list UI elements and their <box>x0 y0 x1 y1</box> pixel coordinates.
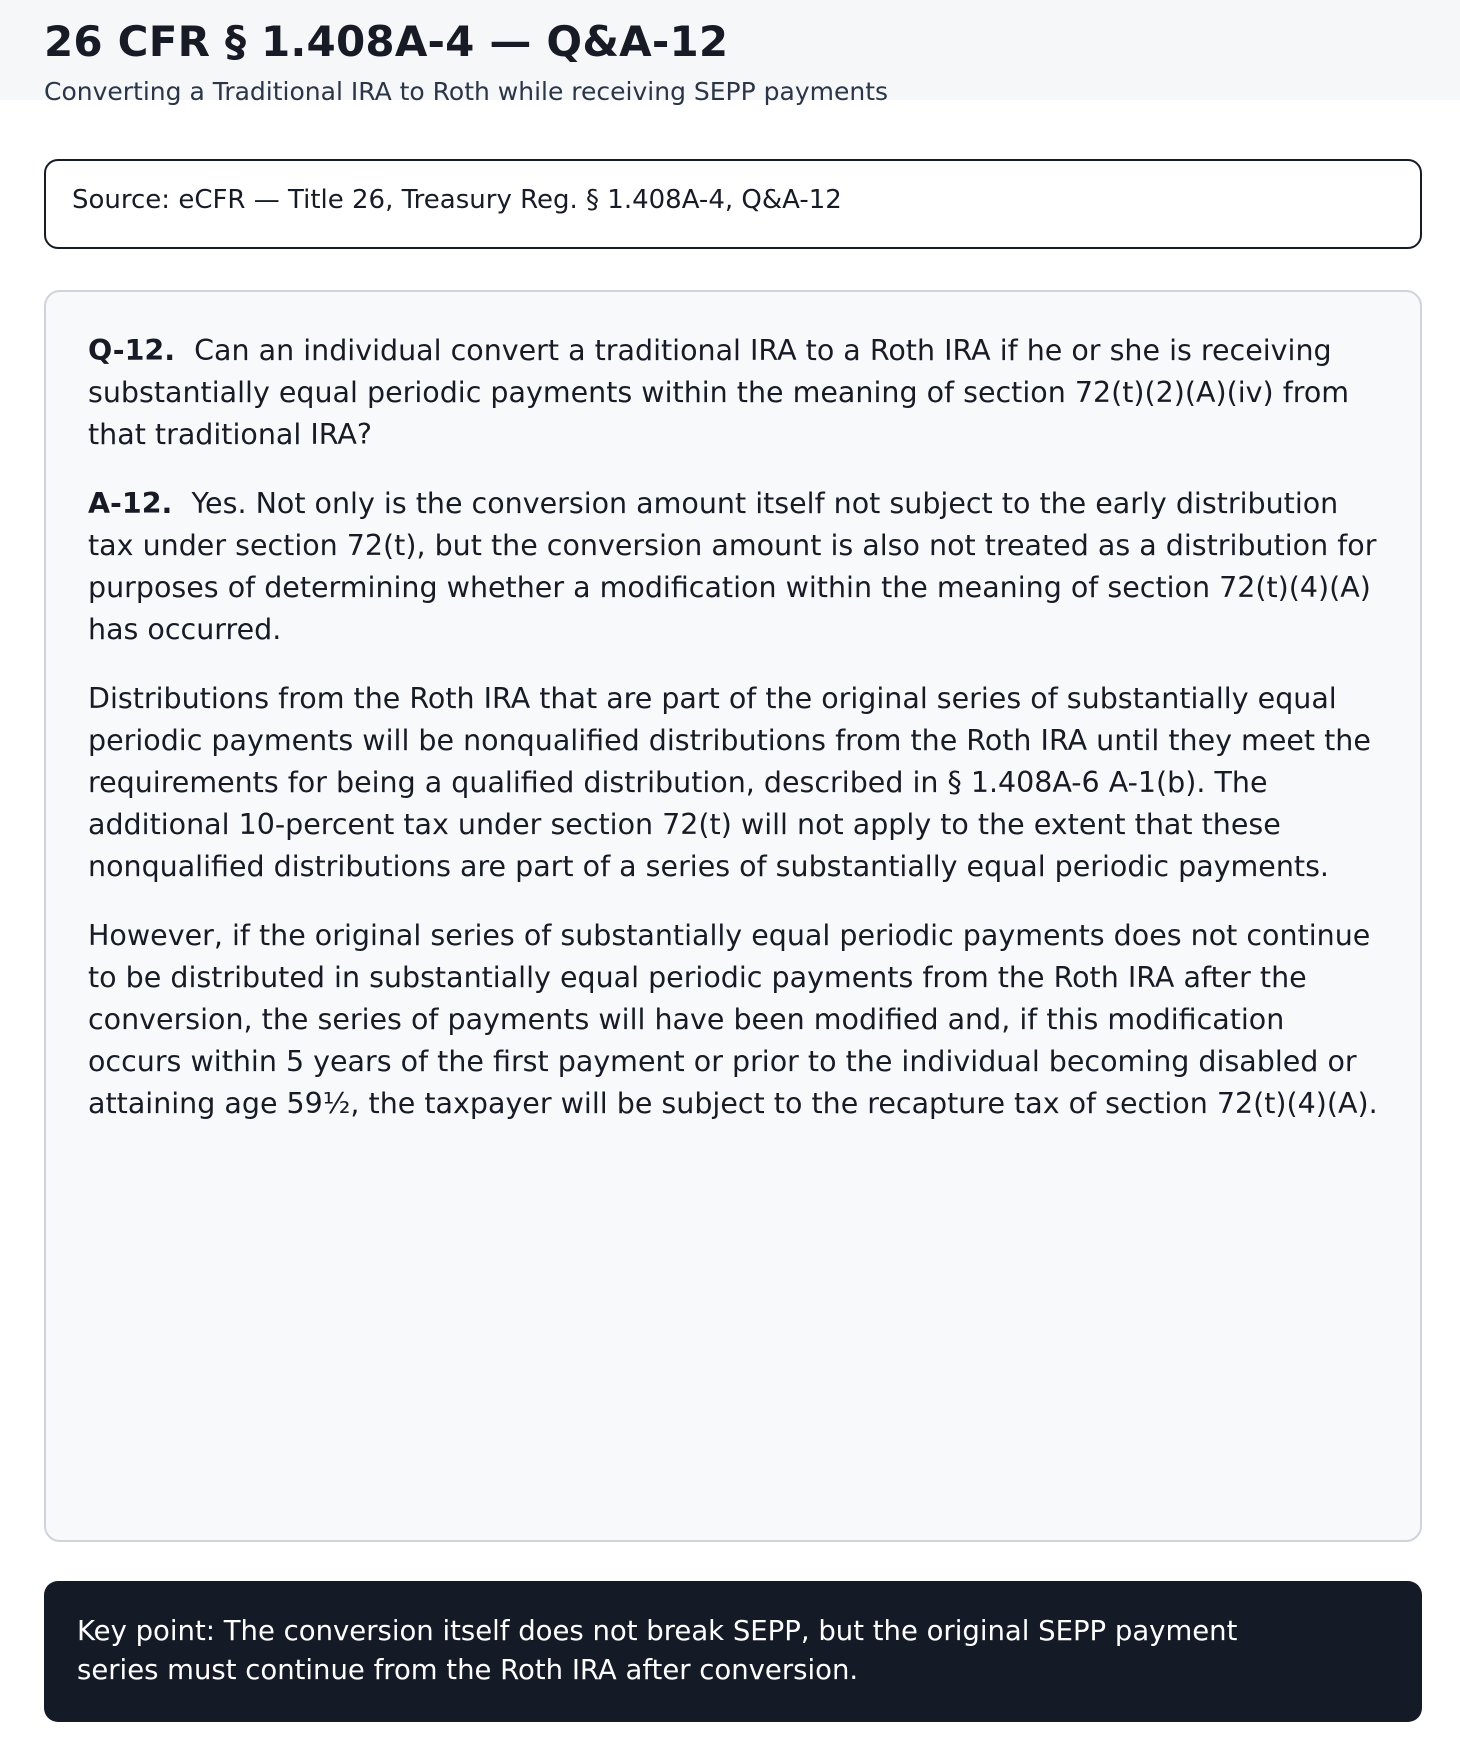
qa-content <box>88 330 1378 1152</box>
page-header <box>0 0 1460 106</box>
answer-label: A-12. <box>88 487 173 520</box>
answer-paragraph-2: Distributions from the Roth IRA that are part of the original series of substantially equal periodic payments will be nonqualified distributions from the Roth IRA until they meet the requirements for being a qualified distribution, described in § 1.408A-6 A-1(b). The additional 10-percent tax under section 72(t) will not apply to the extent that these nonqualified distributions are part of a series of substantially equal periodic payments. <box>88 682 1371 883</box>
page-title: 26 CFR § 1.408A-4 — Q&A-12 <box>44 17 729 66</box>
question-label: Q-12. <box>88 334 176 367</box>
answer-paragraph <box>88 483 1378 651</box>
key-point-banner <box>44 1581 1422 1722</box>
page-subtitle: Converting a Traditional IRA to Roth while receiving SEPP payments <box>44 77 889 106</box>
source-box <box>44 159 1422 249</box>
question-paragraph <box>88 330 1378 456</box>
source-text: Source: eCFR — Title 26, Treasury Reg. § 1.408A-4, Q&A-12 <box>72 185 842 215</box>
qa-card <box>44 290 1422 1542</box>
question-text: Can an individual convert a traditional IRA to a Roth IRA if he or she is receiving substantially equal periodic payments within the meaning of section 72(t)(2)(A)(iv) from that traditional IRA? <box>88 334 1350 451</box>
answer-text: Yes. Not only is the conversion amount itself not subject to the early distribution tax under section 72(t), but the conversion amount is also not treated as a distribution for purposes of determining whether a modification within the meaning of section 72(t)(4)(A) has occurred. <box>88 487 1377 646</box>
answer-paragraph-3: However, if the original series of substantially equal periodic payments does not continue to be distributed in substantially equal periodic payments from the Roth IRA after the conversion, the series of payments will have been modified and, if this modification occurs within 5 years of the first payment or prior to the individual becoming disabled or attaining age 59½, the taxpayer will be subject to the recapture tax of section 72(t)(4)(A). <box>88 919 1378 1120</box>
key-point-text: Key point: The conversion itself does not break SEPP, but the original SEPP payment series must continue from the Roth IRA after conversion. <box>77 1615 1238 1686</box>
